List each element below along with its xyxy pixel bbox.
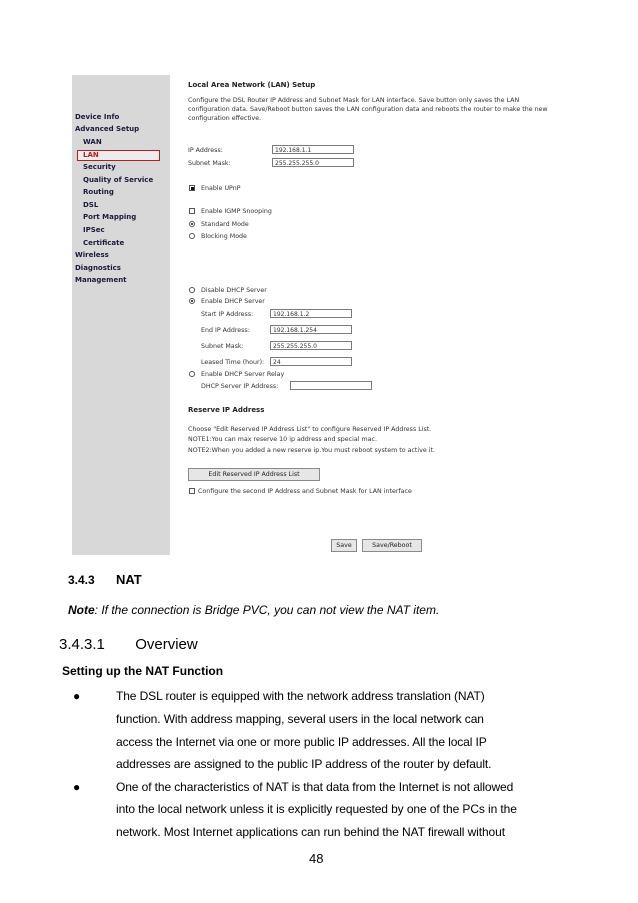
sidebar-item-lan[interactable] <box>77 150 160 161</box>
disable-dhcp-label: Disable DHCP Server <box>201 287 267 294</box>
dhcp-relay-radio[interactable] <box>189 371 195 377</box>
bullet-1-line-1: The DSL router is equipped with the network address translation (NAT) <box>116 689 485 703</box>
bullet-2-line-1: One of the characteristics of NAT is that data from the Internet is not allowed <box>116 780 514 794</box>
start-ip-label: Start IP Address: <box>201 311 254 318</box>
bullet-2-marker: ● <box>73 780 81 794</box>
description-line-3: configuration effective. <box>188 115 262 122</box>
description-line-2: configuration data. Save/Reboot button saves the LAN configuration data and reboots the router to make the new <box>188 106 548 113</box>
sidebar-item-wan[interactable]: WAN <box>83 138 102 146</box>
blocking-mode-label: Blocking Mode <box>201 233 247 240</box>
sidebar-item-device-info[interactable]: Device Info <box>75 113 120 121</box>
enable-dhcp-radio[interactable] <box>189 298 195 304</box>
page-number: 48 <box>309 851 324 866</box>
bullet-2-line-2: into the local network unless it is explicitly requested by one of the PCs in the <box>116 802 517 816</box>
start-ip-input[interactable]: 192.168.1.2 <box>270 309 352 318</box>
bullet-1-marker: ● <box>73 689 81 703</box>
subsection-title: Overview <box>135 636 198 653</box>
bullet-2-line-3: network. Most Internet applications can run behind the NAT firewall without <box>116 825 505 839</box>
enable-igmp-label: Enable IGMP Snooping <box>201 208 272 215</box>
page-title: Local Area Network (LAN) Setup <box>188 81 316 89</box>
lan-setup-panel <box>176 75 570 555</box>
lease-time-label: Leased Time (hour): <box>201 359 265 366</box>
ip-address-label: IP Address: <box>188 147 223 154</box>
disable-dhcp-radio[interactable] <box>189 287 195 293</box>
enable-upnp-checkbox[interactable] <box>189 185 195 191</box>
relay-ip-input[interactable] <box>290 381 372 390</box>
section-title: NAT <box>115 572 142 587</box>
sidebar-item-management[interactable]: Management <box>75 276 127 284</box>
subsection-number: 3.4.3.1 <box>59 636 105 653</box>
sidebar-item-certificate[interactable]: Certificate <box>83 239 125 247</box>
description-line-1: Configure the DSL Router IP Address and Subnet Mask for LAN interface. Save button only saves the LAN <box>188 97 520 104</box>
ip-address-input[interactable]: 192.168.1.1 <box>272 145 354 154</box>
sidebar-item-ipsec[interactable]: IPSec <box>83 226 105 234</box>
section-heading <box>68 572 142 587</box>
subnet-mask-input[interactable]: 255.255.255.0 <box>272 158 354 167</box>
sidebar-item-port-mapping[interactable]: Port Mapping <box>83 213 137 221</box>
reserve-text-3: NOTE2:When you added a new reserve ip.You must reboot system to active it. <box>188 447 435 454</box>
enable-dhcp-label: Enable DHCP Server <box>201 298 265 305</box>
bullet-1-line-4: addresses are assigned to the public IP address of the router by default. <box>116 757 492 771</box>
nat-setup-heading: Setting up the NAT Function <box>62 664 224 678</box>
section-number: 3.4.3 <box>68 573 95 587</box>
second-ip-label: Configure the second IP Address and Subnet Mask for LAN interface <box>198 488 412 495</box>
note-label: Note <box>68 603 95 617</box>
standard-mode-label: Standard Mode <box>201 221 249 228</box>
save-reboot-button[interactable]: Save/Reboot <box>362 539 422 552</box>
lease-time-input[interactable]: 24 <box>270 357 352 366</box>
reserve-text-1: Choose "Edit Reserved IP Address List" to configure Reserved IP Address List. <box>188 426 432 433</box>
sidebar-item-lan-label: LAN <box>83 151 99 159</box>
sidebar-item-advanced-setup[interactable]: Advanced Setup <box>75 125 140 133</box>
subsection-heading <box>59 636 198 653</box>
router-screenshot <box>72 75 570 555</box>
save-button[interactable]: Save <box>331 539 357 552</box>
note-text: : If the connection is Bridge PVC, you can not view the NAT item. <box>94 603 440 617</box>
sidebar-item-routing[interactable]: Routing <box>83 188 114 196</box>
sidebar-item-security[interactable]: Security <box>83 163 116 171</box>
sidebar-item-dsl[interactable]: DSL <box>83 201 99 209</box>
sidebar-item-wireless[interactable]: Wireless <box>75 251 109 259</box>
note <box>68 603 439 617</box>
end-ip-label: End IP Address: <box>201 327 250 334</box>
enable-igmp-checkbox[interactable] <box>189 208 195 214</box>
sidebar-item-qos[interactable]: Quality of Service <box>83 176 154 184</box>
dhcp-subnet-label: Subnet Mask: <box>201 343 244 350</box>
edit-reserved-ip-button[interactable]: Edit Reserved IP Address List <box>188 468 320 481</box>
standard-mode-radio[interactable] <box>189 221 195 227</box>
enable-upnp-label: Enable UPnP <box>201 185 241 192</box>
dhcp-relay-label: Enable DHCP Server Relay <box>201 371 285 378</box>
end-ip-input[interactable]: 192.168.1.254 <box>270 325 352 334</box>
second-ip-checkbox[interactable] <box>189 488 195 494</box>
reserve-ip-heading: Reserve IP Address <box>188 406 265 414</box>
sidebar <box>72 75 170 555</box>
relay-ip-label: DHCP Server IP Address: <box>201 383 279 390</box>
dhcp-subnet-input[interactable]: 255.255.255.0 <box>270 341 352 350</box>
bullet-1-line-3: access the Internet via one or more public IP addresses. All the local IP <box>116 735 487 749</box>
reserve-text-2: NOTE1:You can max reserve 10 ip address and special mac. <box>188 436 377 443</box>
sidebar-item-diagnostics[interactable]: Diagnostics <box>75 264 121 272</box>
blocking-mode-radio[interactable] <box>189 233 195 239</box>
subnet-mask-label: Subnet Mask: <box>188 160 231 167</box>
bullet-1-line-2: function. With address mapping, several users in the local network can <box>116 712 484 726</box>
